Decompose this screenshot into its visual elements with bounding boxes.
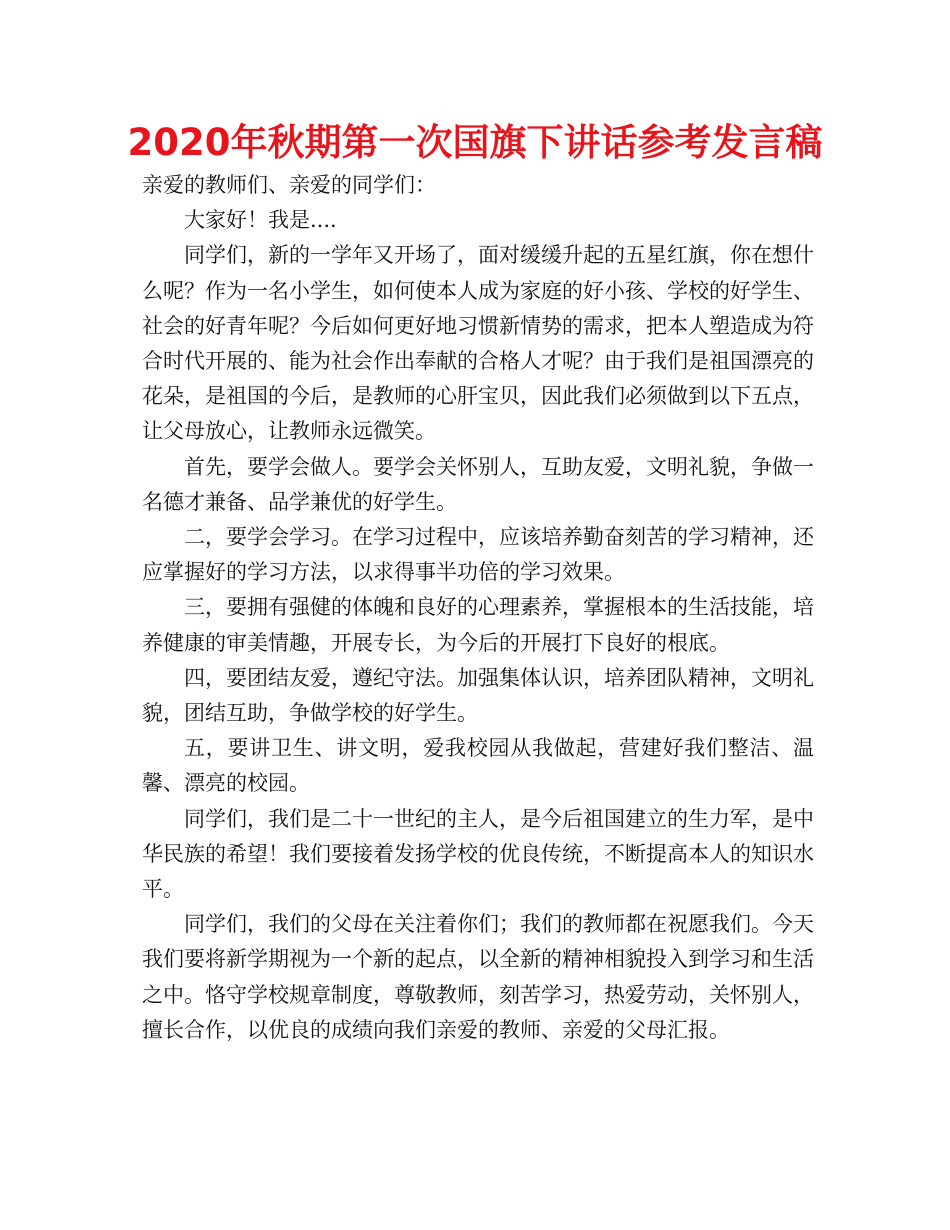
paragraph-closing: 同学们，我们的父母在关注着你们；我们的教师都在祝愿我们。今天我们要将新学期视为一个新的起点，以全新的精神相貌投入到学习和生活之中。恪守学校规章制度，尊敬教师，刻苦学习，热爱劳动，关怀别人，擅长合作，以优良的成绩向我们亲爱的教师、亲爱的父母汇报。 [142,912,814,1042]
paragraph-intro: 同学们，新的一学年又开场了，面对缓缓升起的五星红旗，你在想什么呢？作为一名小学生，如何使本人成为家庭的好小孩、学校的好学生、社会的好青年呢？今后如何更好地习惯新情势的需求，把本人塑造成为符合时代开展的、能为社会作出奉献的合格人才呢？由于我们是祖国漂亮的花朵，是祖国的今后，是教师的心肝宝贝，因此我们必须做到以下五点，让父母放心，让教师永远微笑。 [142,243,814,444]
document-body [142,168,814,1048]
paragraph-point-3: 三，要拥有强健的体魄和良好的心理素养，掌握根本的生活技能，培养健康的审美情趣，开展专长，为今后的开展打下良好的根底。 [142,595,814,655]
document-title: 2020年秋期第一次国旗下讲话参考发言稿 [127,121,823,164]
paragraph-greeting: 大家好！我是.... [184,208,337,233]
paragraph-future: 同学们，我们是二十一世纪的主人，是今后祖国建立的生力军，是中华民族的希望！我们要接着发扬学校的优良传统，不断提高本人的知识水平。 [142,806,814,902]
paragraph-point-2: 二，要学会学习。在学习过程中，应该培养勤奋刻苦的学习精神，还应掌握好的学习方法，以求得事半功倍的学习效果。 [142,525,814,585]
paragraph-point-4: 四，要团结友爱，遵纪守法。加强集体认识，培养团队精神，文明礼貌，团结互助，争做学校的好学生。 [142,665,814,726]
paragraph-point-1: 首先，要学会做人。要学会关怀别人，互助友爱，文明礼貌，争做一名德才兼备、品学兼优的好学生。 [142,454,814,514]
salutation: 亲爱的教师们、亲爱的同学们： [142,173,436,197]
paragraph-point-5: 五，要讲卫生、讲文明，爱我校园从我做起，营建好我们整洁、温馨、漂亮的校园。 [142,736,814,796]
